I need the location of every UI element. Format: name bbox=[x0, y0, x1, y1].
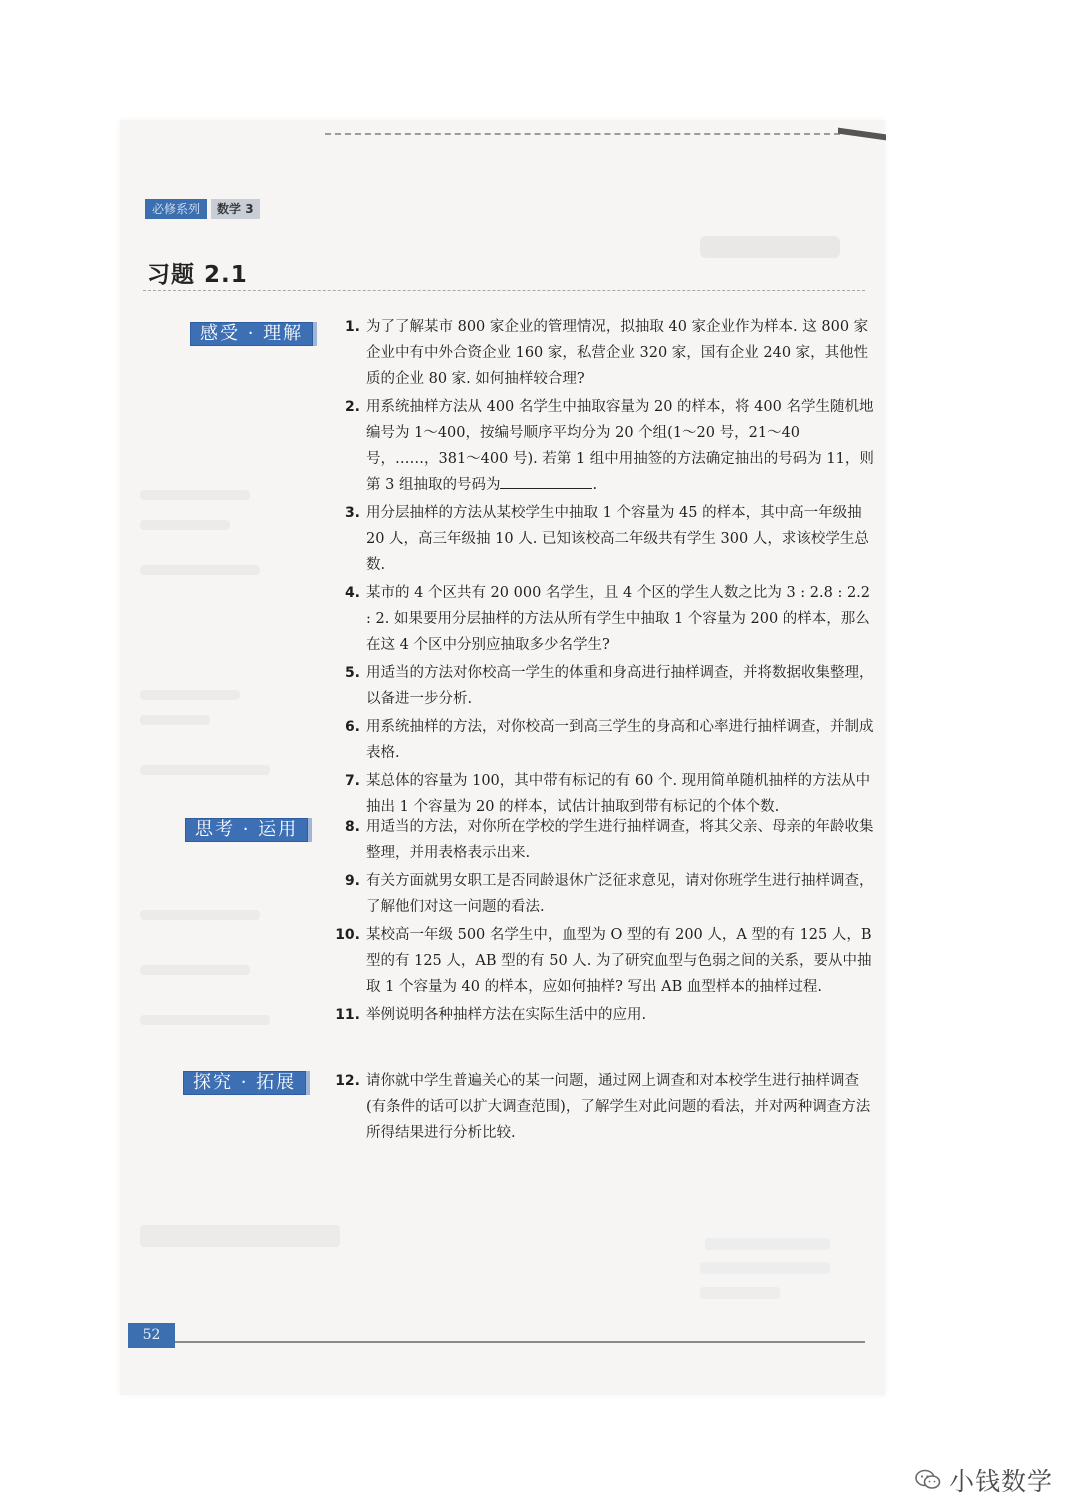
problem-text: 用适当的方法对你校高一学生的体重和身高进行抽样调查，并将数据收集整理，以备进一步分析. bbox=[366, 665, 874, 707]
problem-text: 用系统抽样方法从 400 名学生中抽取容量为 20 的样本，将 400 名学生随机地编号为 1～400，按编号顺序平均分为 20 个组(1～20 号，21～40 号，……，381～400 号). 若第 1 组中用抽签的方法确定抽出的号码为 11，则第 3 组抽取的号码为 bbox=[366, 399, 874, 493]
bleed-through-mark bbox=[140, 715, 210, 725]
page-title: 习题 2.1 bbox=[147, 262, 248, 288]
problem-text-with-blank bbox=[366, 394, 875, 498]
problem-text: 请你就中学生普遍关心的某一问题，通过网上调查和对本校学生进行抽样调查(有条件的话可以扩大调查范围)，了解学生对此问题的看法，并对两种调查方法所得结果进行分析比较. bbox=[366, 1073, 871, 1141]
bleed-through-mark bbox=[140, 520, 230, 530]
problem-item bbox=[330, 714, 875, 766]
problem-list-section-2 bbox=[330, 814, 875, 1030]
bleed-through-mark bbox=[140, 1015, 270, 1025]
problem-item bbox=[330, 868, 875, 920]
top-rule bbox=[325, 133, 840, 135]
wechat-icon bbox=[915, 1469, 941, 1491]
problem-number: 3. bbox=[344, 505, 360, 521]
bleed-through-mark bbox=[140, 565, 260, 575]
problem-number: 2. bbox=[344, 399, 360, 415]
problem-text-end: . bbox=[592, 477, 598, 493]
problem-item bbox=[330, 314, 875, 392]
title-divider bbox=[143, 290, 865, 291]
problem-item bbox=[330, 1002, 875, 1028]
problem-text: 某市的 4 个区共有 20 000 名学生，且 4 个区的学生人数之比为 3 : 2.8 : 2.2 : 2. 如果要用分层抽样的方法从所有学生中抽取 1 个容量为 200 的样本，那么在这 4 个区中分别应抽取多少名学生? bbox=[366, 585, 871, 653]
problem-number: 12. bbox=[335, 1073, 360, 1089]
problem-text: 某校高一年级 500 名学生中，血型为 O 型的有 200 人，A 型的有 125 人，B 型的有 125 人，AB 型的有 50 人. 为了研究血型与色弱之间的关系，要从中抽取 1 个容量为 40 的样本，应如何抽样? 写出 AB 血型样本的抽样过程. bbox=[366, 927, 872, 995]
problem-item bbox=[330, 1068, 875, 1146]
problem-list-section-1 bbox=[330, 314, 875, 822]
problem-item bbox=[330, 814, 875, 866]
section-label-think-apply: 思考 · 运用 bbox=[185, 818, 312, 842]
section-label-feel-understand: 感受 · 理解 bbox=[190, 322, 317, 346]
bleed-through-mark bbox=[140, 490, 250, 500]
bleed-through-mark bbox=[700, 1287, 780, 1299]
bleed-through-mark bbox=[140, 910, 260, 920]
problem-number: 1. bbox=[344, 319, 360, 335]
problem-text: 用系统抽样的方法，对你校高一到高三学生的身高和心率进行抽样调查，并制成表格. bbox=[366, 719, 874, 761]
bleed-through-mark bbox=[140, 765, 270, 775]
problem-text: 有关方面就男女职工是否同龄退休广泛征求意见，请对你班学生进行抽样调查，了解他们对这一问题的看法. bbox=[366, 873, 874, 915]
watermark bbox=[915, 1462, 1053, 1498]
problem-number: 5. bbox=[344, 665, 360, 681]
bleed-through-mark bbox=[140, 965, 250, 975]
bleed-through-mark bbox=[700, 1262, 830, 1274]
problem-number: 6. bbox=[344, 719, 360, 735]
book-tag: 数学 3 bbox=[211, 199, 260, 219]
problem-text: 某总体的容量为 100，其中带有标记的有 60 个. 现用简单随机抽样的方法从中抽出 1 个容量为 20 的样本，试估计抽取到带有标记的个体个数. bbox=[366, 773, 871, 815]
problem-number: 4. bbox=[344, 585, 360, 601]
problem-text: 用适当的方法，对你所在学校的学生进行抽样调查，将其父亲、母亲的年龄收集整理，并用表格表示出来. bbox=[366, 819, 874, 861]
problem-list-section-3 bbox=[330, 1068, 875, 1148]
problem-item bbox=[330, 768, 875, 820]
footer-rule bbox=[175, 1341, 865, 1343]
bleed-through-mark bbox=[140, 690, 240, 700]
section-label-explore-expand: 探究 · 拓展 bbox=[183, 1071, 310, 1095]
bleed-through-mark bbox=[140, 1225, 340, 1247]
problem-number: 8. bbox=[344, 819, 360, 835]
problem-number: 7. bbox=[344, 773, 360, 789]
problem-number: 10. bbox=[335, 927, 360, 943]
bleed-through-blur bbox=[700, 236, 840, 258]
problem-text: 用分层抽样的方法从某校学生中抽取 1 个容量为 45 的样本，其中高一年级抽 20 人，高三年级抽 10 人. 已知该校高二年级共有学生 300 人，求该校学生总数. bbox=[366, 505, 869, 573]
problem-item bbox=[330, 394, 875, 498]
problem-item bbox=[330, 580, 875, 658]
problem-number: 11. bbox=[335, 1007, 360, 1023]
problem-item bbox=[330, 922, 875, 1000]
page-header bbox=[145, 199, 260, 219]
bleed-through-mark bbox=[705, 1238, 830, 1250]
problem-item bbox=[330, 500, 875, 578]
problem-number: 9. bbox=[344, 873, 360, 889]
page-number: 52 bbox=[128, 1323, 175, 1348]
series-tag: 必修系列 bbox=[145, 199, 207, 219]
watermark-text: 小钱数学 bbox=[949, 1467, 1054, 1496]
problem-item bbox=[330, 660, 875, 712]
problem-text: 举例说明各种抽样方法在实际生活中的应用. bbox=[366, 1007, 647, 1023]
answer-blank[interactable] bbox=[500, 472, 592, 489]
problem-text: 为了了解某市 800 家企业的管理情况，拟抽取 40 家企业作为样本. 这 800 家企业中有中外合资企业 160 家，私营企业 320 家，国有企业 240 家，其他性质的企业 80 家. 如何抽样较合理? bbox=[366, 319, 869, 387]
